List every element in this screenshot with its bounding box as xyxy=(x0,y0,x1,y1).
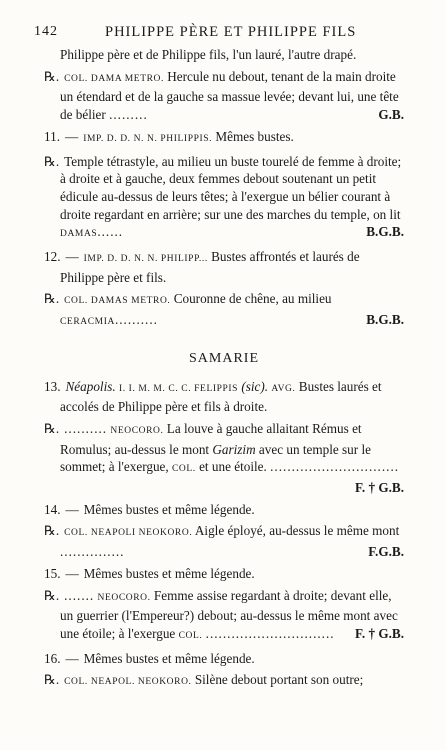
collection-ref: F. † G.B. xyxy=(355,625,404,641)
reverse-description xyxy=(44,587,404,646)
legend-abbr: COL. DAMA METRO. xyxy=(64,73,164,84)
reverse-marker: ℞. xyxy=(44,587,60,603)
legend-abbr: IMP. D. D. N. N. PHILIPPIS. xyxy=(83,133,213,144)
description-text: Couronne de chêne, au milieu xyxy=(173,291,332,307)
description-text: Mêmes bustes et même légende. xyxy=(83,650,255,666)
description-text: Temple tétrastyle, au milieu un buste tourelé de femme à droite; à droite et à gauche, deux femmes debout soutenant un petit édicule au-dessus de leurs têtes; à l'exergue un bélier courant à droite regardant en arrière; sur une des marches du temple, on lit xyxy=(60,153,402,222)
legend-abbr: NEOCORO. xyxy=(110,425,164,436)
description-text: Mêmes bustes et même légende. xyxy=(83,501,255,517)
reverse-description xyxy=(44,671,404,692)
collection-ref: B.G.B. xyxy=(366,312,404,328)
leader-dots: ............... xyxy=(60,544,125,560)
leader-dots: ......... xyxy=(109,107,148,123)
obverse-entry xyxy=(44,128,404,149)
reverse-marker: ℞. xyxy=(44,523,60,539)
legend-abbr: AVG. xyxy=(271,383,296,394)
sic-note: (sic). xyxy=(241,378,269,394)
description-text: avec un temple sur le sommet; à l'exergue, xyxy=(60,441,371,475)
legend-abbr: COL. xyxy=(178,630,203,641)
page-number: 142 xyxy=(34,24,58,39)
section-heading: SAMARIE xyxy=(188,350,259,366)
legend-abbr: IMP. D. D. N. N. PHILIPP... xyxy=(83,254,208,265)
entry-number: 16. xyxy=(44,650,61,666)
description-text: Hercule nu debout, tenant de la main droite un étendard et de la gauche sa massue levée; devant lui, une tête de bélier xyxy=(60,68,399,123)
italic-term: Garizim xyxy=(212,441,256,457)
entry-number: 13. xyxy=(44,378,61,394)
reverse-description xyxy=(44,68,404,124)
reverse-marker: ℞. xyxy=(44,291,60,307)
text: Philippe père et de Philippe fils, l'un lauré, l'autre drapé. xyxy=(60,47,357,62)
description-text: La louve à gauche allaitant Rémus et Romulus; au-dessus le mont xyxy=(60,420,362,457)
leader-dots: .............................. xyxy=(270,459,400,475)
obverse-entry xyxy=(44,248,404,286)
legend-abbr: CERACMIA xyxy=(60,317,115,328)
legend-abbr: NEOCORO. xyxy=(97,592,151,603)
description-text: Mêmes bustes. xyxy=(215,128,294,144)
dash: — xyxy=(65,249,79,265)
obverse-entry xyxy=(44,565,404,583)
description-text: Aigle éployé, au-dessus le même mont xyxy=(194,523,400,539)
running-header xyxy=(0,24,446,44)
entry-number: 15. xyxy=(44,565,61,581)
dash: — xyxy=(65,650,79,666)
continued-text xyxy=(44,46,404,64)
dash: — xyxy=(65,565,79,581)
reverse-marker: ℞. xyxy=(44,68,60,84)
entry-number: 14. xyxy=(44,501,61,517)
page-body xyxy=(44,46,404,696)
entry-number: 11. xyxy=(44,128,60,144)
legend-abbr: COL. xyxy=(172,464,196,475)
description-text: Silène debout portant son outre; xyxy=(194,672,364,688)
dash: — xyxy=(65,128,79,144)
legend-abbr: COL. NEAPOL. NEOKORO. xyxy=(64,677,192,688)
reverse-marker: ℞. xyxy=(44,672,60,688)
description-text: Mêmes bustes et même légende. xyxy=(83,565,255,581)
reverse-description xyxy=(44,153,404,245)
description-text: Bustes affrontés et laurés de Philippe père et fils. xyxy=(60,249,360,285)
reverse-description xyxy=(44,522,404,560)
leader-dots: .......... xyxy=(114,312,158,328)
description-text: Femme assise regardant à droite; devant elle, un guerrier (l'Empereur?) debout; au-dessus le même mont avec une étoile; à l'exergue xyxy=(60,587,398,641)
obverse-entry xyxy=(44,650,404,668)
leader-dots: ...... xyxy=(97,224,124,240)
reverse-marker: ℞. xyxy=(44,420,60,436)
collection-ref: F.G.B. xyxy=(368,544,404,560)
collection-ref: F. † G.B. xyxy=(355,480,404,496)
leader-dots: ....... xyxy=(64,587,95,603)
reverse-marker: ℞. xyxy=(44,153,60,169)
reverse-description xyxy=(44,420,404,497)
reverse-description xyxy=(44,290,404,331)
description-text: Bustes laurés et accolés de Philippe père et fils à droite. xyxy=(60,378,382,415)
legend-abbr: DAMAS xyxy=(60,229,98,240)
collection-ref: G.B. xyxy=(378,107,404,123)
legend-abbr: I. I. M. M. C. C. FELIPPIS xyxy=(118,383,239,394)
description-text: et une étoile. xyxy=(195,459,267,475)
leader-dots: .............................. xyxy=(205,625,335,641)
entry-number: 12. xyxy=(44,249,61,265)
city-name: Néapolis. xyxy=(65,378,116,394)
obverse-entry xyxy=(44,501,404,519)
running-title: PHILIPPE PÈRE ET PHILIPPE FILS xyxy=(105,24,357,40)
leader-dots: .......... xyxy=(64,420,108,436)
legend-abbr: COL. NEAPOLI NEOKORO. xyxy=(64,528,193,539)
collection-ref: B.G.B. xyxy=(366,224,404,240)
legend-abbr: COL. DAMAS METRO. xyxy=(64,296,171,307)
obverse-entry xyxy=(44,378,404,416)
dash: — xyxy=(65,501,79,517)
